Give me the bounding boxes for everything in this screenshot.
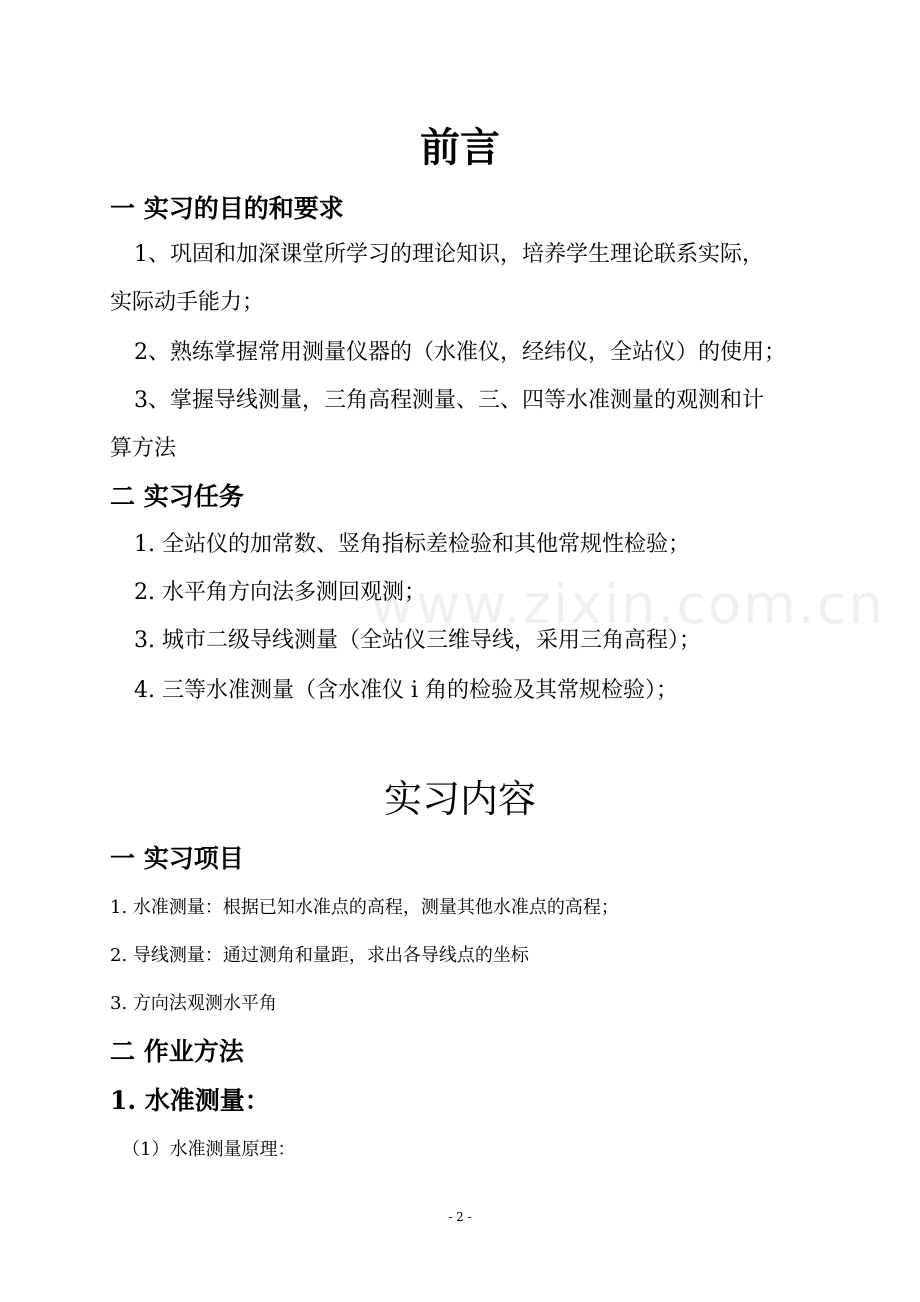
- task-item: 1. 全站仪的加常数、竖角指标差检验和其他常规性检验；: [134, 532, 690, 557]
- project-item: 3. 方向法观测水平角: [110, 993, 277, 1014]
- project-item: 2. 导线测量：通过测角和量距，求出各导线点的坐标: [110, 945, 529, 966]
- project-item: 1. 水准测量：根据已知水准点的高程，测量其他水准点的高程；: [110, 897, 619, 918]
- content-title: 实习内容: [383, 777, 536, 821]
- subheading-leveling: 1. 水准测量：: [110, 1086, 270, 1115]
- purpose-item-1-continued: 实际动手能力；: [110, 290, 265, 315]
- purpose-item-3-continued: 算方法: [110, 436, 177, 461]
- task-item: 3. 城市二级导线测量（全站仪三维导线，采用三角高程）；: [134, 628, 701, 653]
- task-item: 2. 水平角方向法多测回观测；: [134, 580, 426, 605]
- preface-title: 前言: [420, 125, 500, 171]
- page-number: - 2 -: [448, 1210, 472, 1224]
- purpose-item-2: 2、熟练掌握常用测量仪器的（水准仪，经纬仪，全站仪）的使用；: [134, 340, 786, 365]
- section-heading-methods: 二 作业方法: [110, 1037, 244, 1066]
- section-heading-purpose: 一 实习的目的和要求: [110, 194, 344, 223]
- section-heading-tasks: 二 实习任务: [110, 482, 244, 511]
- leveling-principle-item: （1）水准测量原理：: [122, 1139, 296, 1160]
- task-item: 4. 三等水准测量（含水准仪 i 角的检验及其常规检验）；: [134, 678, 679, 703]
- purpose-item-1: 1、巩固和加深课堂所学习的理论知识，培养学生理论联系实际，: [134, 242, 764, 267]
- watermark: www.zixin.com.cn: [370, 573, 885, 636]
- section-heading-projects: 一 实习项目: [110, 844, 244, 873]
- purpose-item-3: 3、掌握导线测量，三角高程测量、三、四等水准测量的观测和计: [134, 388, 764, 413]
